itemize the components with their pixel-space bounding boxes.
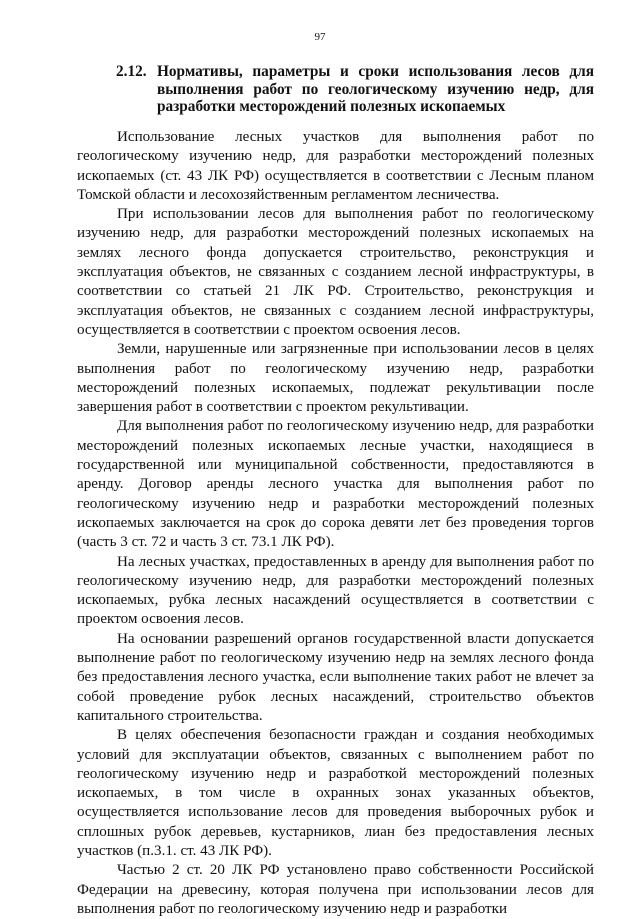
paragraph: Использование лесных участков для выполнения работ по геологическому изучению недр, для разработки месторождений полезных ископаемых (ст. 43 ЛК РФ) осуществляется в соответствии с Лесным планом Томской области и лесохозяйственным регламентом лесничества. xyxy=(77,129,594,203)
body-text xyxy=(77,128,594,919)
section-title: Нормативы, параметры и сроки использования лесов для выполнения работ по геологическому изучению недр, для разработки месторождений полезных ископаемых xyxy=(157,63,594,115)
section-number: 2.12. xyxy=(116,63,147,80)
paragraph: На лесных участках, предоставленных в аренду для выполнения работ по геологическому изучению недр, для разработки месторождений полезных ископаемых, рубка лесных насаждений осуществляется в соответствии с проектом освоения лесов. xyxy=(77,553,594,628)
paragraph: В целях обеспечения безопасности граждан и создания необходимых условий для эксплуатации объектов, связанных с выполнением работ по геологическому изучению недр и разработкой месторождений полезных ископаемых, в том числе в охранных зонах указанных объектов, осуществляется использование лесов для проведения выборочных рубок и сплошных рубок деревьев, кустарников, лиан без предоставления лесных участков (п.3.1. ст. 43 ЛК РФ). xyxy=(77,727,594,859)
paragraph: Для выполнения работ по геологическому изучению недр, для разработки месторождений полезных ископаемых лесные участки, находящиеся в государственной или муниципальной собственности, предоставляются в аренду. Договор аренды лесного участка для выполнения работ по геологическому изучению недр и разработки месторождений полезных ископаемых заключается на срок до сорока девяти лет без проведения торгов (часть 3 ст. 72 и часть 3 ст. 73.1 ЛК РФ). xyxy=(77,418,594,551)
paragraph: При использовании лесов для выполнения работ по геологическому изучению недр, для разработки месторождений полезных ископаемых на землях лесного фонда допускается строительство, реконструкция и эксплуатация объектов, не связанных с созданием лесной инфраструктуры, в соответствии со статьей 21 ЛК РФ. Строительство, реконструкция и эксплуатация объектов, не связанных с созданием лесной инфраструктуры, осуществляется в соответствии с проектом освоения лесов. xyxy=(77,206,594,338)
section-heading xyxy=(116,63,594,116)
page-number: 97 xyxy=(314,31,326,43)
paragraph: Частью 2 ст. 20 ЛК РФ установлено право собственности Российской Федерации на древесину, которая получена при использовании лесов для выполнения работ по геологическому изучению недр и разработки xyxy=(77,862,594,917)
paragraph: Земли, нарушенные или загрязненные при использовании лесов в целях выполнения работ по геологическому изучению недр, разработки месторождений полезных ископаемых, подлежат рекультивации после завершения работ в соответствии с проектом рекультивации. xyxy=(77,341,594,416)
section-heading-row xyxy=(116,63,594,116)
paragraph: На основании разрешений органов государственной власти допускается выполнение работ по геологическому изучению недр на землях лесного фонда без предоставления лесного участка, если выполнение таких работ не влечет за собой проведение рубок лесных насаждений, строительство объектов капитального строительства. xyxy=(77,630,594,724)
